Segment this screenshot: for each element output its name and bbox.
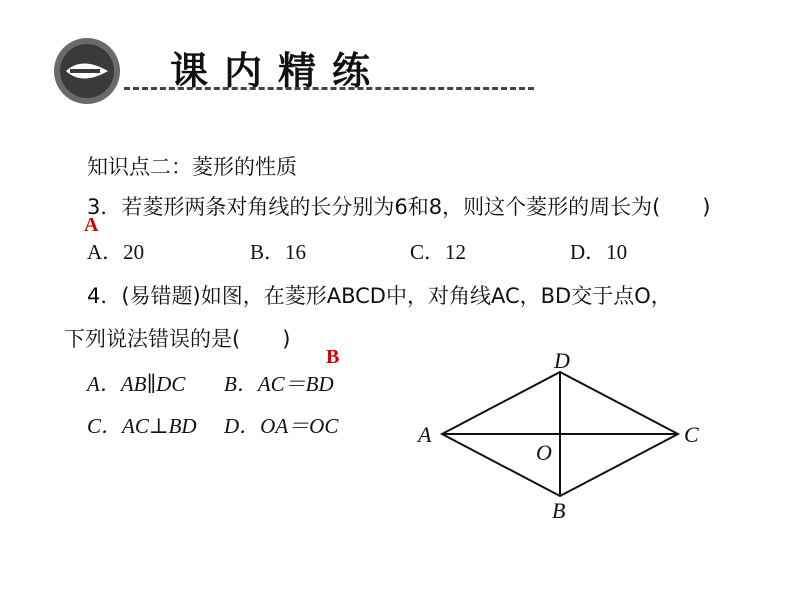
question-4-stem-line-1: 4．(易错题)如图，在菱形ABCD中，对角线AC，BD交于点O， <box>87 284 672 308</box>
vertex-label-b: B <box>552 498 566 523</box>
question-3-option-c: C．12 <box>410 240 467 264</box>
question-3-option-a: A．20 <box>87 240 145 264</box>
section-title: 知识点二：菱形的性质 <box>87 155 297 179</box>
vertex-label-a: A <box>418 422 432 447</box>
section-badge-icon <box>52 36 122 106</box>
page-title: 课内精练 <box>170 49 387 93</box>
question-3-option-b: B．16 <box>250 240 307 264</box>
question-4-option-b: B．AC＝BD <box>224 372 334 396</box>
question-4-answer: B <box>326 346 340 368</box>
question-3-stem: 3．若菱形两条对角线的长分别为6和8，则这个菱形的周长为( ) <box>87 195 711 219</box>
vertex-label-c: C <box>684 422 699 447</box>
question-4-option-a: A．AB∥DC <box>87 372 186 396</box>
question-4-option-c: C．AC⊥BD <box>87 414 197 438</box>
vertex-label-d: D <box>554 348 570 373</box>
center-label-o: O <box>536 440 552 465</box>
header-divider <box>124 87 534 90</box>
question-3-answer: A <box>84 214 99 236</box>
rhombus-figure <box>410 342 720 532</box>
question-4-option-d: D．OA＝OC <box>224 414 339 438</box>
question-4-stem-line-2: 下列说法错误的是( ) <box>64 327 291 351</box>
question-3-option-d: D．10 <box>570 240 628 264</box>
